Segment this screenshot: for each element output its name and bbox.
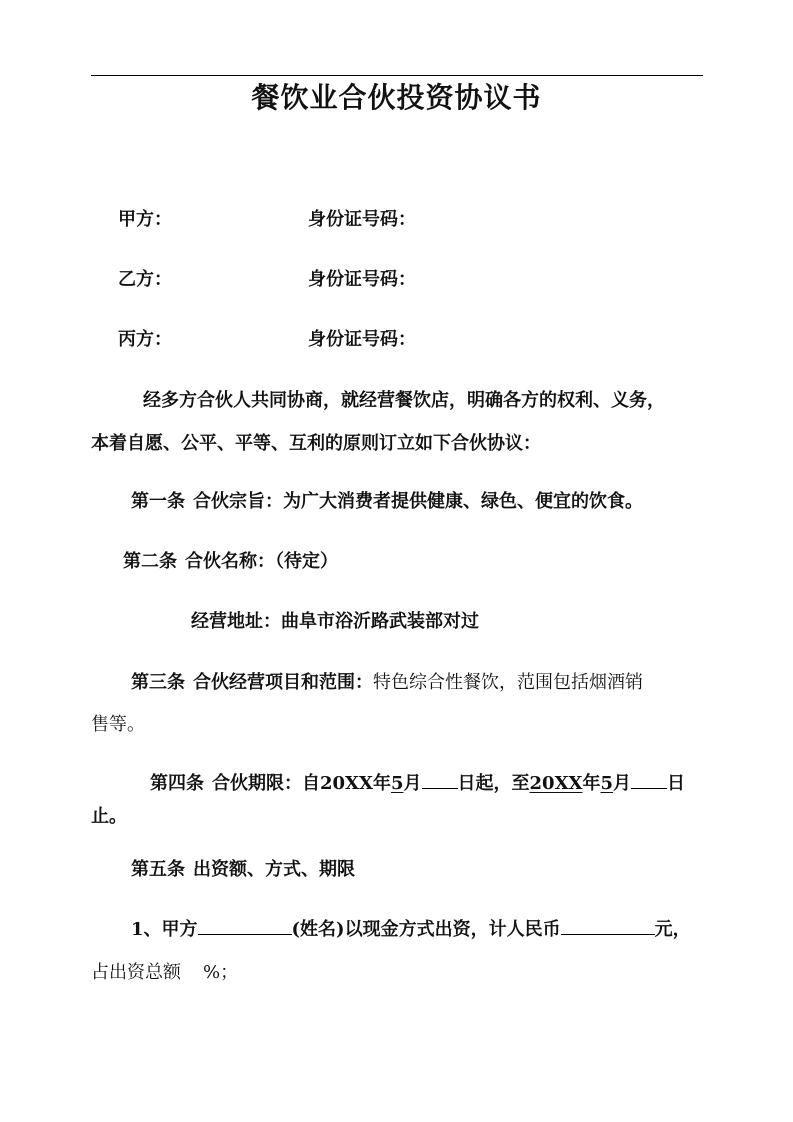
year-char: 年 (372, 773, 391, 794)
month-char: 月 (403, 773, 422, 794)
article-4-continuation: 止。 (91, 806, 127, 827)
id-number-label: 身份证号码： (308, 269, 416, 290)
month-char: 月 (613, 773, 632, 794)
preamble-line-1: 经多方合伙人共同协商，就经营餐饮店，明确各方的权利、义务， (143, 390, 665, 411)
article-5 (131, 857, 355, 883)
id-number-label: 身份证号码： (308, 209, 416, 230)
address-label: 经营地址： (191, 611, 281, 632)
partner-name-blank[interactable] (198, 934, 292, 935)
start-suffix: 日起，至 (457, 773, 530, 794)
start-day-blank[interactable] (422, 788, 458, 789)
article-2 (123, 549, 338, 575)
article-3 (131, 670, 643, 696)
end-suffix: 日 (667, 773, 686, 794)
item-unit: 元， (654, 919, 691, 940)
start-month: 5 (390, 773, 404, 794)
article-label: 合伙期限：自 (212, 773, 320, 794)
article-3-continuation: 售等。 (91, 714, 145, 735)
contribution-item-1-share (91, 960, 238, 986)
business-address (191, 609, 479, 635)
year-char: 年 (582, 773, 601, 794)
start-year: 20XX (320, 773, 373, 794)
share-label: 占出资总额 (91, 962, 181, 983)
article-text: 合伙名称：（待定） (185, 551, 338, 572)
party-label: 甲方： (118, 209, 172, 230)
preamble-line-2: 本着自愿、公平、平等、互利的原则订立如下合伙协议： (91, 433, 541, 454)
document-title: 餐饮业合伙投资协议书 (251, 81, 542, 114)
article-text: 合伙宗旨：为广大消费者提供健康、绿色、便宜的饮食。 (193, 491, 643, 512)
header-rule (91, 75, 703, 76)
percent-sign: %； (203, 962, 239, 983)
end-day-blank[interactable] (631, 788, 667, 789)
article-heading: 第五条 (131, 859, 185, 880)
article-4 (150, 771, 685, 797)
end-year: 20XX (529, 773, 583, 794)
contribution-item-1 (131, 917, 691, 943)
item-note: (姓名)以现金方式出资，计人民币 (291, 919, 561, 940)
id-number-label: 身份证号码： (308, 329, 416, 350)
party-label: 丙方： (118, 329, 172, 350)
article-label: 合伙经营项目和范围： (193, 672, 373, 693)
article-heading: 第一条 (131, 491, 185, 512)
article-1 (131, 489, 643, 515)
article-heading: 第二条 (123, 551, 177, 572)
article-heading: 第四条 (150, 773, 204, 794)
article-text: 出资额、方式、期限 (193, 859, 355, 880)
article-heading: 第三条 (131, 672, 185, 693)
end-month: 5 (600, 773, 614, 794)
party-label: 乙方： (118, 269, 172, 290)
article-text: 特色综合性餐饮，范围包括烟酒销 (373, 672, 643, 693)
item-prefix: 1、甲方 (131, 919, 198, 940)
address-value: 曲阜市浴沂路武装部对过 (281, 611, 479, 632)
amount-blank[interactable] (561, 934, 655, 935)
